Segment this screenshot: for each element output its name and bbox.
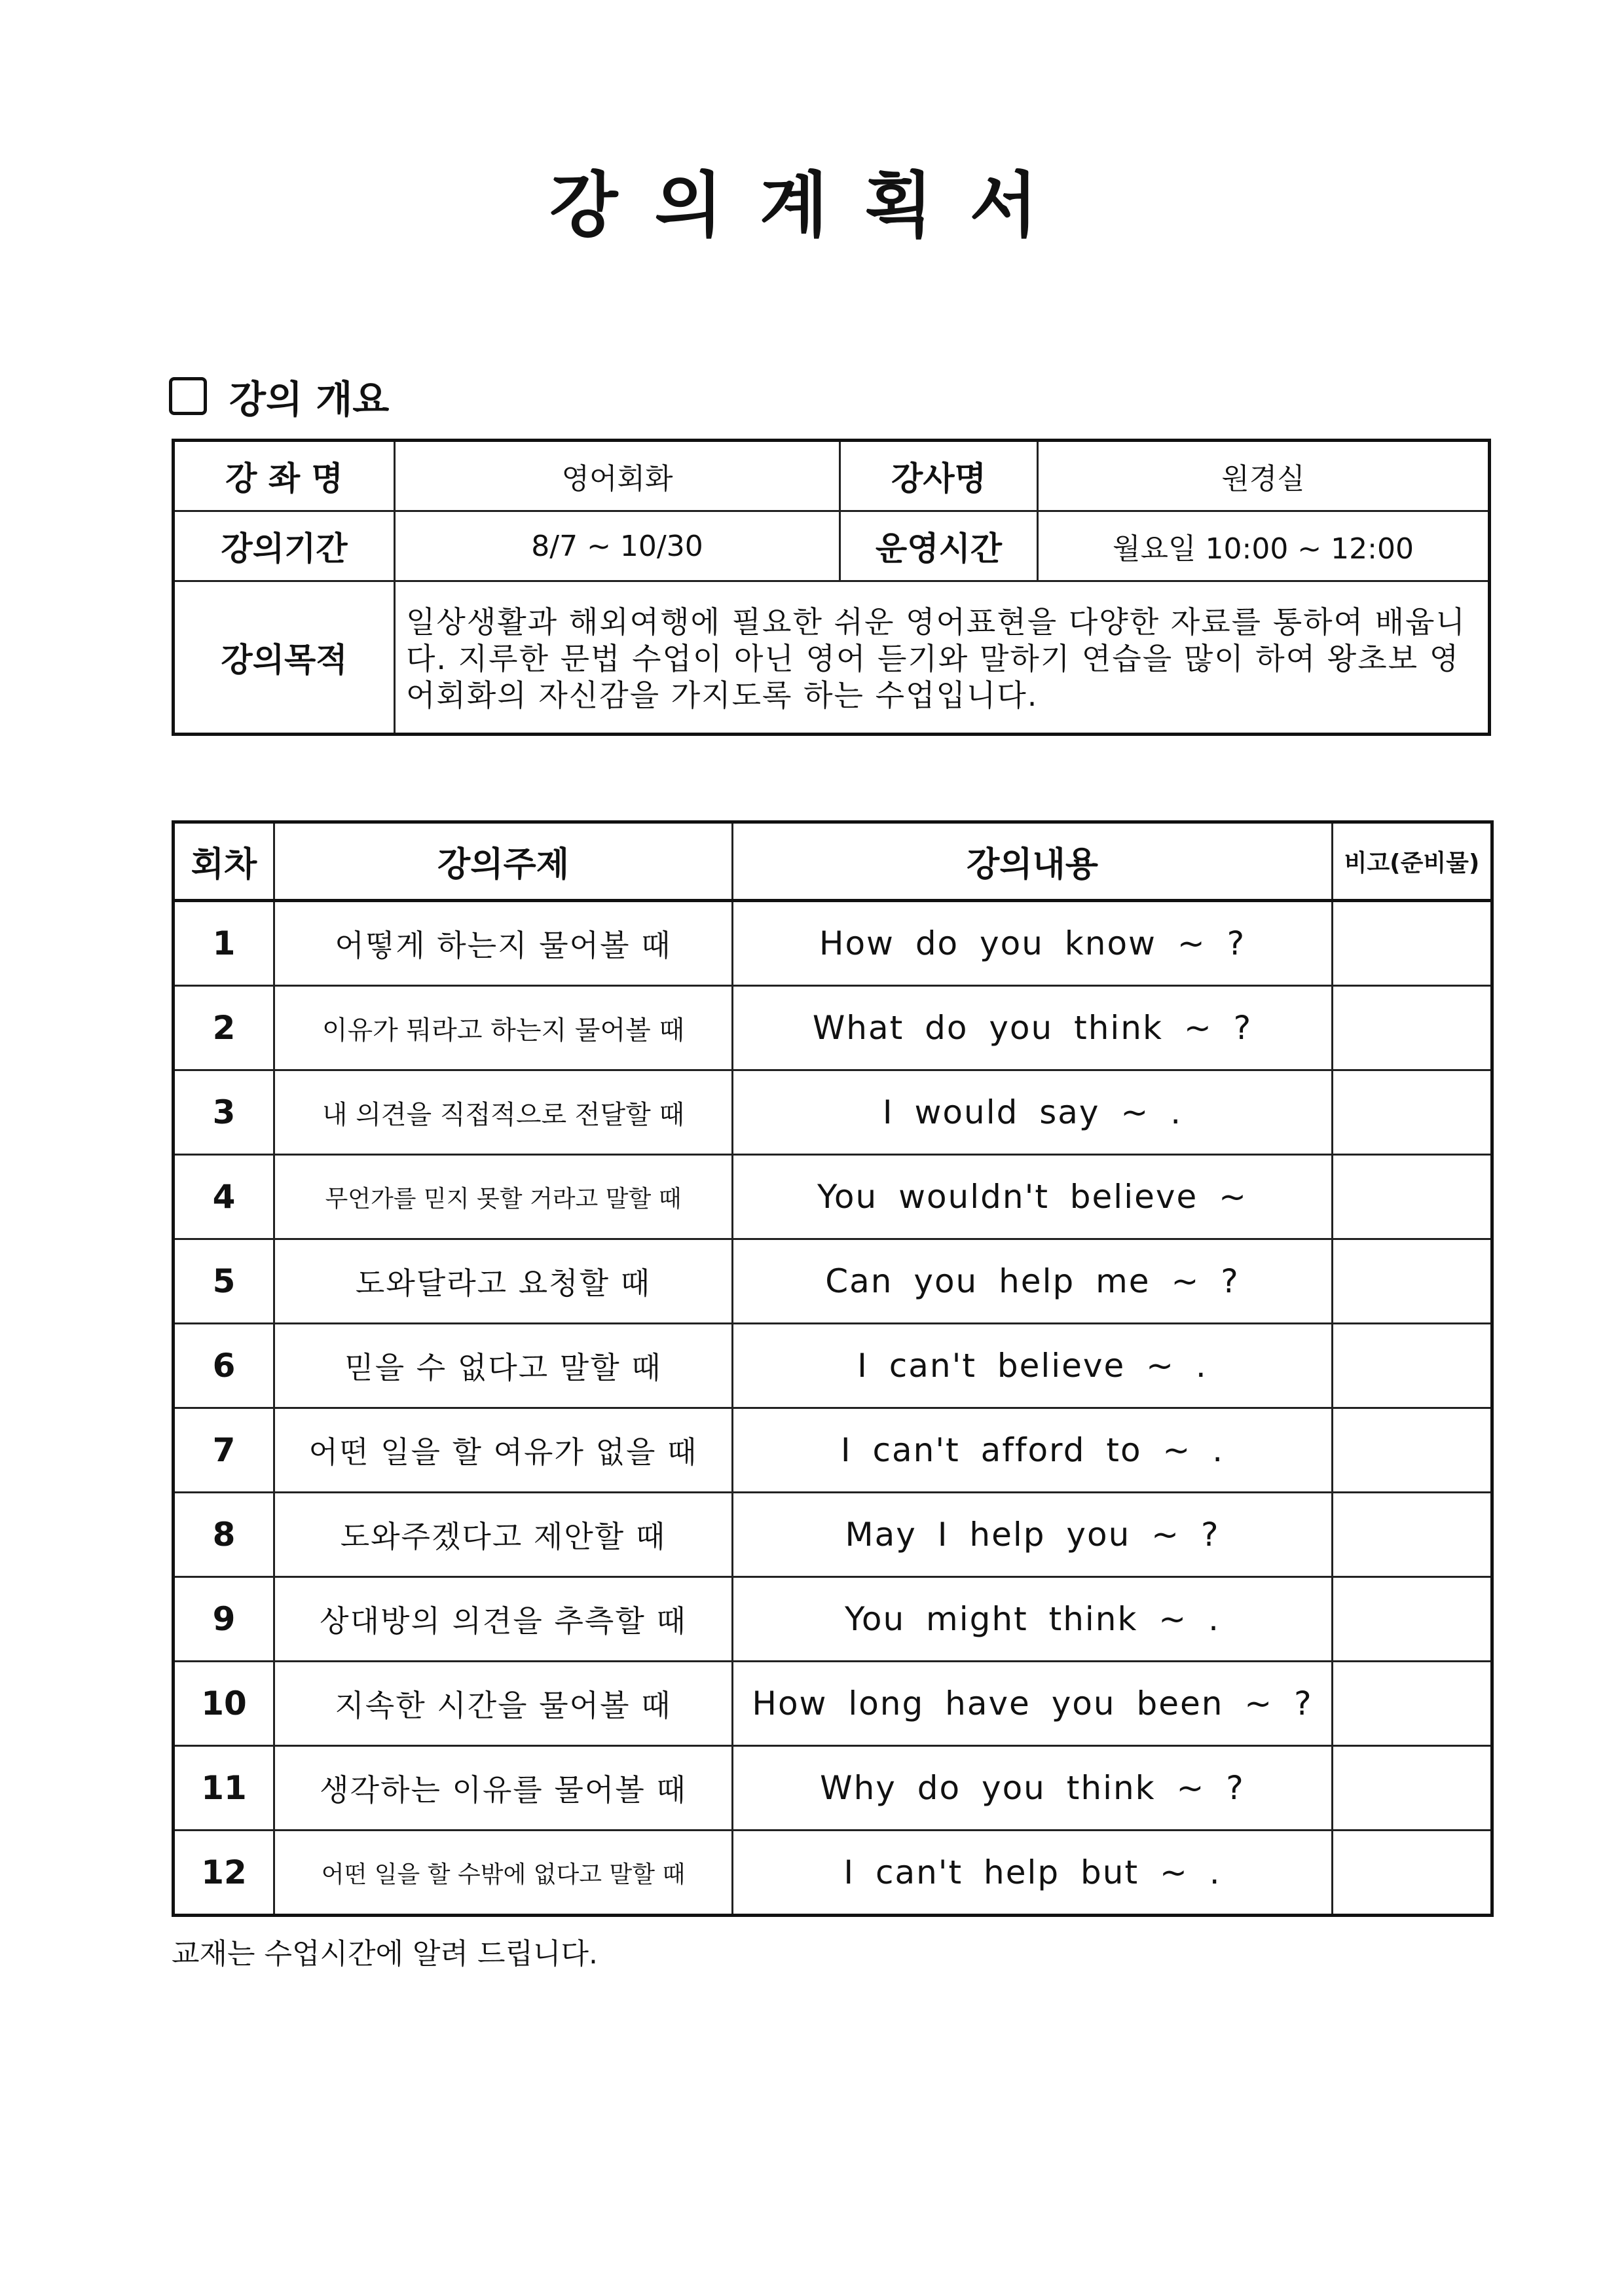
session-topic: 지속한 시간을 물어볼 때 — [274, 1662, 733, 1746]
instructor-label: 강사명 — [840, 441, 1038, 511]
session-number: 1 — [174, 901, 274, 986]
overview-table — [172, 439, 1491, 736]
session-remarks — [1333, 1493, 1492, 1577]
header-remarks: 비고(준비물) — [1333, 822, 1492, 901]
table-row — [174, 1831, 1492, 1916]
hours-label: 운영시간 — [840, 511, 1038, 581]
hours-value: 월요일 10:00 ~ 12:00 — [1038, 511, 1490, 581]
session-number: 12 — [174, 1831, 274, 1916]
session-topic: 내 의견을 직접적으로 전달할 때 — [274, 1070, 733, 1155]
session-topic: 어떤 일을 할 수밖에 없다고 말할 때 — [274, 1831, 733, 1916]
session-content: I can't help but ~ . — [733, 1831, 1333, 1916]
session-number: 9 — [174, 1577, 274, 1662]
period-label: 강의기간 — [174, 511, 395, 581]
session-content: May I help you ~ ? — [733, 1493, 1333, 1577]
session-content: You wouldn't believe ~ — [733, 1155, 1333, 1239]
schedule-table — [172, 820, 1494, 1917]
table-row — [174, 1746, 1492, 1831]
session-remarks — [1333, 1239, 1492, 1324]
session-content: Can you help me ~ ? — [733, 1239, 1333, 1324]
session-number: 11 — [174, 1746, 274, 1831]
overview-row — [174, 581, 1490, 735]
session-number: 8 — [174, 1493, 274, 1577]
session-remarks — [1333, 1408, 1492, 1493]
purpose-label: 강의목적 — [174, 581, 395, 735]
session-remarks — [1333, 1324, 1492, 1408]
document-title: 강의계획서 — [549, 165, 1075, 247]
checkbox-icon — [169, 377, 207, 415]
session-remarks — [1333, 1155, 1492, 1239]
session-topic: 생각하는 이유를 물어볼 때 — [274, 1746, 733, 1831]
session-remarks — [1333, 1662, 1492, 1746]
session-topic: 믿을 수 없다고 말할 때 — [274, 1324, 733, 1408]
session-content: How long have you been ~ ? — [733, 1662, 1333, 1746]
section-label: 강의 개요 — [229, 377, 390, 422]
table-row — [174, 1155, 1492, 1239]
session-topic: 무언가를 믿지 못할 거라고 말할 때 — [274, 1155, 733, 1239]
session-content: I can't believe ~ . — [733, 1324, 1333, 1408]
session-content: I would say ~ . — [733, 1070, 1333, 1155]
session-number: 7 — [174, 1408, 274, 1493]
session-remarks — [1333, 986, 1492, 1070]
course-name-value: 영어회화 — [395, 441, 840, 511]
session-remarks — [1333, 1577, 1492, 1662]
session-remarks — [1333, 1746, 1492, 1831]
header-topic: 강의주제 — [274, 822, 733, 901]
overview-row — [174, 441, 1490, 511]
session-topic: 이유가 뭐라고 하는지 물어볼 때 — [274, 986, 733, 1070]
course-name-label: 강 좌 명 — [174, 441, 395, 511]
session-number: 4 — [174, 1155, 274, 1239]
session-content: Why do you think ~ ? — [733, 1746, 1333, 1831]
session-topic: 상대방의 의견을 추측할 때 — [274, 1577, 733, 1662]
session-topic: 도와주겠다고 제안할 때 — [274, 1493, 733, 1577]
header-session: 회차 — [174, 822, 274, 901]
section-heading — [169, 367, 389, 426]
table-row — [174, 986, 1492, 1070]
period-value: 8/7 ~ 10/30 — [395, 511, 840, 581]
footer-note: 교재는 수업시간에 알려 드립니다. — [172, 1937, 598, 1971]
table-row — [174, 1577, 1492, 1662]
session-topic: 어떤 일을 할 여유가 없을 때 — [274, 1408, 733, 1493]
session-content: I can't afford to ~ . — [733, 1408, 1333, 1493]
table-row — [174, 1070, 1492, 1155]
purpose-value: 일상생활과 해외여행에 필요한 쉬운 영어표현을 다양한 자료를 통하여 배웁니다. 지루한 문법 수업이 아닌 영어 듣기와 말하기 연습을 많이 하여 왕초보 영어회화의 자신감을 가지도록 하는 수업입니다. — [395, 581, 1490, 735]
header-content: 강의내용 — [733, 822, 1333, 901]
session-content: What do you think ~ ? — [733, 986, 1333, 1070]
session-remarks — [1333, 1831, 1492, 1916]
session-number: 3 — [174, 1070, 274, 1155]
table-row — [174, 1662, 1492, 1746]
table-row — [174, 1239, 1492, 1324]
session-number: 10 — [174, 1662, 274, 1746]
table-row — [174, 1408, 1492, 1493]
session-remarks — [1333, 901, 1492, 986]
session-content: You might think ~ . — [733, 1577, 1333, 1662]
table-row — [174, 901, 1492, 986]
session-number: 2 — [174, 986, 274, 1070]
instructor-value: 원경실 — [1038, 441, 1490, 511]
session-content: How do you know ~ ? — [733, 901, 1333, 986]
session-number: 5 — [174, 1239, 274, 1324]
session-topic: 어떻게 하는지 물어볼 때 — [274, 901, 733, 986]
schedule-header-row — [174, 822, 1492, 901]
table-row — [174, 1493, 1492, 1577]
session-number: 6 — [174, 1324, 274, 1408]
table-row — [174, 1324, 1492, 1408]
session-remarks — [1333, 1070, 1492, 1155]
overview-row — [174, 511, 1490, 581]
session-topic: 도와달라고 요청할 때 — [274, 1239, 733, 1324]
